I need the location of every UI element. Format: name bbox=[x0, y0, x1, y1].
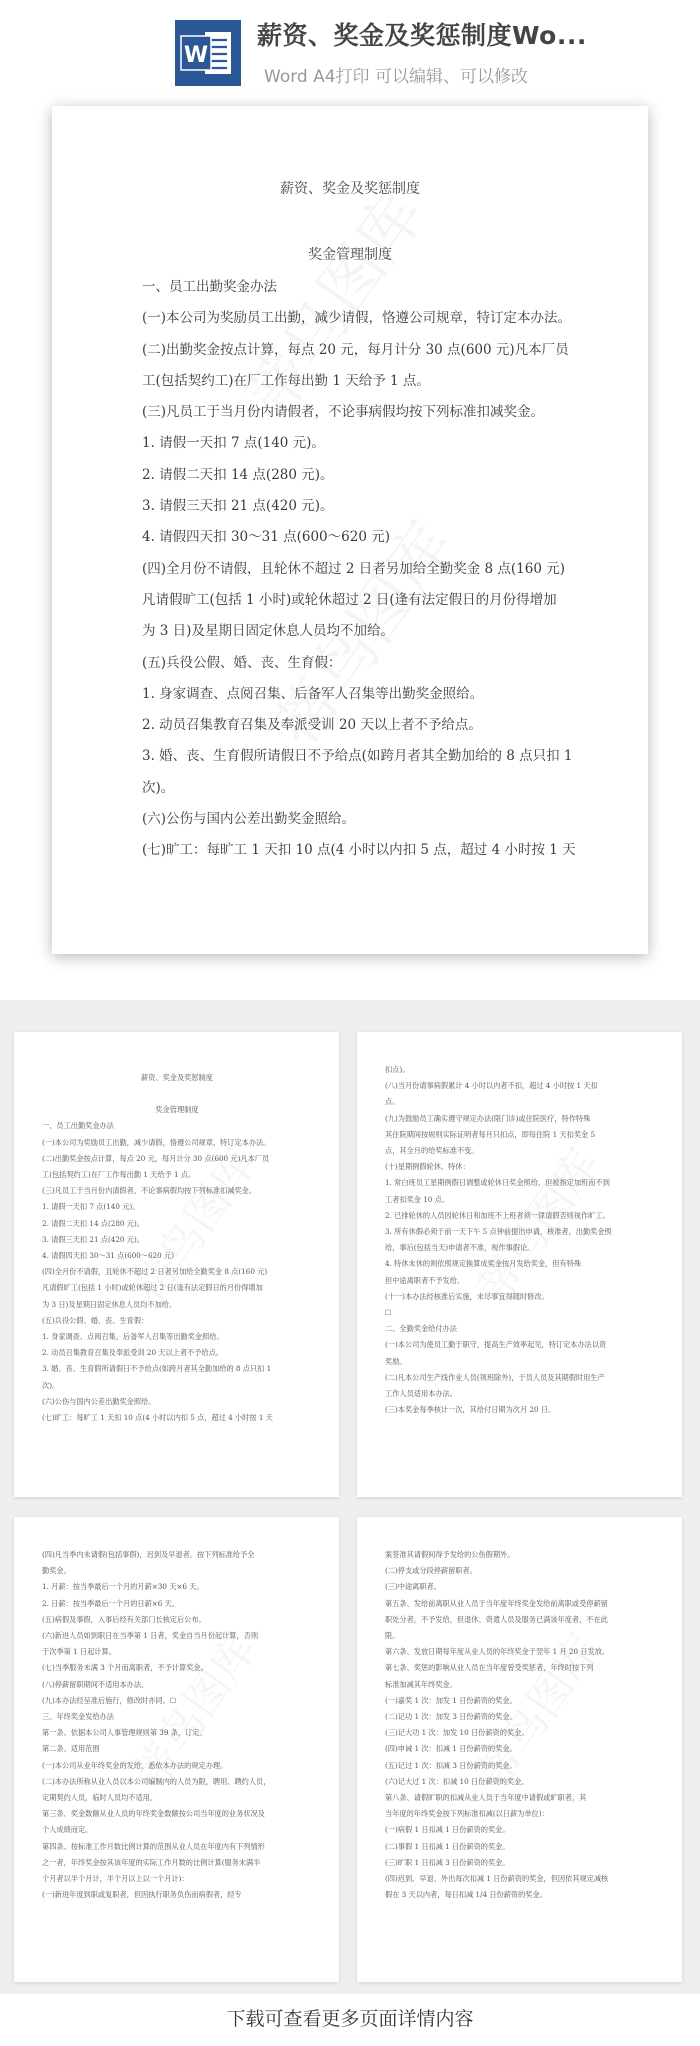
page-title: 薪资、奖金及奖惩制度 bbox=[280, 181, 420, 197]
text-line: 3. 请假三天扣 21 点(420 元)。 bbox=[142, 498, 334, 515]
text-line: (九)为鼓励员工确实遵守规定办法(限门诊)或住院医疗，特作特殊 bbox=[385, 1113, 591, 1123]
text-line: 1. 身家调查、点阅召集、后备军人召集等出勤奖金照给。 bbox=[42, 1332, 224, 1342]
text-line: (七)当季服务未满 3 个月而离职者，不予计算奖金。 bbox=[42, 1663, 208, 1673]
text-line: 凡请假旷工(包括 1 小时)或轮休超过 2 日(逢有法定假日的月份得增加 bbox=[42, 1283, 263, 1293]
text-line: 1. 请假一天扣 7 点(140 元)。 bbox=[142, 435, 325, 452]
text-line: (七)旷工：每旷工 1 天扣 10 点(4 小时以内扣 5 点，超过 4 小时按 1 天 bbox=[42, 1413, 273, 1423]
text-line: 之一者，年终奖金按其该年度的实际工作月数的比例计算(服务未满半 bbox=[42, 1857, 261, 1867]
section-title: 奖金管理制度 bbox=[308, 247, 392, 263]
main-page-preview bbox=[52, 106, 648, 954]
text-line: 2. 已排轮休的人员因轮休日和加班不上班者须一律请假否则视作旷工。 bbox=[385, 1210, 610, 1220]
text-line: (一)本公司为奖励员工出勤，减少请假，恪遵公司规章，特订定本办法。 bbox=[142, 310, 572, 327]
text-line: 2. 动员召集教育召集及奉派受训 20 天以上者不予给点。 bbox=[42, 1348, 223, 1358]
text-line: (八)当月份请事病假累计 4 小时以内者不扣，超过 4 小时按 1 天扣 bbox=[385, 1081, 598, 1091]
text-line: 为 3 日)及星期日固定休息人员均不加给。 bbox=[142, 623, 394, 640]
text-line: (一)新进年度到职或复职者，但因执行职务负伤而病假者，经专 bbox=[42, 1890, 242, 1900]
text-line: (三)记大功 1 次：加发 10 日份薪资的奖金。 bbox=[385, 1728, 529, 1738]
text-line: 第八条、请假旷职的扣减从业人员于当年度中请假或旷职者，其 bbox=[385, 1793, 587, 1803]
word-document-icon bbox=[175, 20, 241, 86]
text-line: 奖励。 bbox=[385, 1356, 407, 1366]
text-line: (六)记大过 1 次：扣减 10 日份薪资的奖金。 bbox=[385, 1776, 529, 1786]
text-line: 凡请假旷工(包括 1 小时)或轮休超过 2 日(逢有法定假日的月份得增加 bbox=[142, 591, 557, 608]
text-line: 1. 请假一天扣 7 点(140 元)。 bbox=[42, 1202, 140, 1212]
text-line: (二)记功 1 次：加发 3 日份薪资的奖金。 bbox=[385, 1712, 517, 1722]
text-line: 第一条、依据本公司人事管理规则第 39 条，订定。 bbox=[42, 1728, 207, 1738]
text-line: (六)新进人员如到职日在当季第 1 日者，奖金自当月份起计算，否则 bbox=[42, 1631, 259, 1641]
text-line: 4. 特休未休的则依照规定换算成奖金按月发给奖金，但有特殊 bbox=[385, 1259, 582, 1269]
text-line: 3. 请假三天扣 21 点(420 元)。 bbox=[42, 1234, 144, 1244]
text-line: (五)病假及事假，入事后经有关部门长核定后公布。 bbox=[42, 1614, 206, 1624]
text-line: (三)凡员工于当月份内请假者，不论事病假均按下列标准扣减奖金。 bbox=[142, 404, 545, 421]
thumbnail-text bbox=[42, 1070, 312, 1426]
text-line: (七)旷工：每旷工 1 天扣 10 点(4 小时以内扣 5 点，超过 4 小时按 1 天 bbox=[142, 842, 576, 859]
text-line: 为 3 日)及星期日固定休息人员均不加给。 bbox=[42, 1299, 177, 1309]
text-line: (一)本公司为使员工勤于职守，提高生产效率起见，特订定本办法以资 bbox=[385, 1340, 607, 1350]
text-line: 1. 身家调查、点阅召集、后备军人召集等出勤奖金照给。 bbox=[142, 685, 484, 702]
text-line: (十一)本办法经核准后实施，未尽事宜得随时修改。 bbox=[385, 1291, 549, 1301]
text-line: 二、全勤奖金给付办法 bbox=[385, 1324, 457, 1334]
page-thumbnail-2[interactable] bbox=[357, 1032, 682, 1497]
text-line: 2. 动员召集教育召集及奉派受训 20 天以上者不予给点。 bbox=[142, 717, 482, 734]
text-line: (二)出勤奖金按点计算，每点 20 元，每月计分 30 点(600 元)凡本厂员 bbox=[42, 1153, 270, 1163]
text-line: 第四条、按标准工作月数比例计算的范围从业人员在年度内有下列情形 bbox=[42, 1841, 265, 1851]
thumbnail-text bbox=[385, 1062, 655, 1418]
text-line: 假在 3 天以内者，每日扣减 1/4 日份薪资的奖金。 bbox=[385, 1890, 547, 1900]
text-line: 3. 所有休假必须于前一天下午 5 点钟前提出申请，核准者，出勤奖金照 bbox=[385, 1227, 612, 1237]
thumbnail-subtitle: 奖金管理制度 bbox=[155, 1105, 199, 1115]
text-line: 当年度的年终奖金按下列标准扣减(以日薪为单位)： bbox=[385, 1809, 549, 1819]
text-line: 3. 婚、丧、生育假所请假日不予给点(如跨月者其全勤加给的 8 点只扣 1 bbox=[142, 748, 573, 765]
text-line: (三)中途离职者。 bbox=[385, 1582, 441, 1592]
text-line: (五)记过 1 次：扣减 3 日份薪资的奖金。 bbox=[385, 1760, 517, 1770]
text-line: (四)凡当季内未请假(包括事假)，迟到及早退者，按下列标准给予全 bbox=[42, 1550, 255, 1559]
text-line: (八)停薪留职期间不适用本办法。 bbox=[42, 1679, 149, 1689]
document-subtitle: Word A4打印 可以编辑、可以修改 bbox=[264, 67, 528, 87]
text-line: (四)全月份不请假，且轮休不超过 2 日者另加给全勤奖金 8 点(160 元) bbox=[142, 560, 565, 577]
text-line: (四)申诫 1 次：扣减 1 日份薪资的奖金。 bbox=[385, 1744, 517, 1754]
text-line: 标准加减其年终奖金。 bbox=[385, 1679, 457, 1689]
text-line: (二)停支或分段停薪留职者。 bbox=[385, 1566, 477, 1576]
header bbox=[0, 0, 700, 96]
text-line: (三)凡员工于当月份内请假者，不论事病假均按下列标准扣减奖金。 bbox=[42, 1186, 257, 1196]
text-line: 第五条、发给前离职从业人员于当年度年终奖金发给前离职或受停薪留 bbox=[385, 1598, 608, 1608]
text-line: 4. 请假四天扣 30～31 点(600～620 元) bbox=[42, 1251, 175, 1261]
text-line: (六)公伤与国内公差出勤奖金照给。 bbox=[42, 1396, 156, 1406]
text-line: (二)事假 1 日扣减 1 日份薪资的奖金。 bbox=[385, 1841, 510, 1851]
text-line: 4. 请假四天扣 30～31 点(600～620 元) bbox=[142, 529, 390, 546]
text-line: 第七条、奖惩的影响从业人员在当年度曾受奖惩者，年终时按下列 bbox=[385, 1663, 594, 1673]
text-line: (一)本公司从业年终奖金的发给，悉依本办法的规定办理。 bbox=[42, 1760, 228, 1770]
text-line: 于次季第 1 日起计算。 bbox=[42, 1647, 116, 1657]
text-line: 第二条、适用范围 bbox=[42, 1744, 100, 1754]
text-line: 定期契约人员，临时人员均不适用。 bbox=[42, 1793, 158, 1803]
text-line: (四)迟到、早退、外出每次扣减 1 日份薪资的奖金，但因依其规定减核 bbox=[385, 1874, 609, 1884]
page-body bbox=[142, 272, 610, 867]
page-thumbnail-1[interactable] bbox=[14, 1032, 339, 1497]
text-line: 3. 婚、丧、生育假所请假日不予给点(如跨月者其全勤加给的 8 点只扣 1 bbox=[42, 1364, 272, 1374]
text-line: 个人成绩而定。 bbox=[42, 1825, 93, 1835]
text-line: 2. 请假二天扣 14 点(280 元)。 bbox=[42, 1218, 144, 1228]
text-line: (三)本奖金每季核计一次，其给付日期为次月 20 日。 bbox=[385, 1405, 556, 1415]
text-line: 其住院期间按规则实际证明者每月只扣点，即每住院 1 天扣奖金 5 bbox=[385, 1129, 596, 1139]
text-line: 扣点)。 bbox=[385, 1065, 410, 1074]
text-line: (六)公伤与国内公差出勤奖金照给。 bbox=[142, 811, 356, 828]
thumbnail-text bbox=[385, 1547, 655, 1903]
text-line: 点，其全月的给奖标准不变。 bbox=[385, 1146, 479, 1156]
text-line: 限。 bbox=[385, 1631, 400, 1641]
text-line: (九)本办法经呈准后施行，修改时亦同。☐ bbox=[42, 1695, 177, 1705]
text-line: (一)本公司为奖励员工出勤，减少请假，恪遵公司规章，特订定本办法。 bbox=[42, 1137, 271, 1147]
text-line: 1. 月薪：按当季最后一个月的月薪×30 天×6 天。 bbox=[42, 1582, 204, 1592]
text-line: 三、年终奖金发给办法 bbox=[42, 1712, 114, 1722]
page-thumbnail-3[interactable] bbox=[14, 1517, 339, 1982]
text-line: 2. 日薪：按当季最后一个月的日薪×6 天。 bbox=[42, 1598, 180, 1608]
checkbox-glyph: ☐ bbox=[385, 1308, 392, 1318]
text-line: (二)出勤奖金按点计算，每点 20 元，每月计分 30 点(600 元)凡本厂员 bbox=[142, 341, 569, 358]
text-line: 工(包括契约工)在厂工作每出勤 1 天给予 1 点。 bbox=[142, 372, 430, 389]
text-line: 一、员工出勤奖金办法 bbox=[142, 279, 277, 295]
text-line: (一)病假 1 日扣减 1 日份薪资的奖金。 bbox=[385, 1825, 510, 1835]
text-line: 点。 bbox=[385, 1097, 400, 1107]
text-line: 次)。 bbox=[42, 1380, 60, 1390]
text-line: 个月者以半个月计，半个月以上以一个月计)： bbox=[42, 1874, 189, 1884]
text-line: 次)。 bbox=[142, 779, 175, 796]
text-line: 1. 常白班员工星期例假日调整或轮休日奖金照给，但被指定加班而不到 bbox=[385, 1178, 610, 1188]
page-thumbnails-area bbox=[0, 1000, 700, 1994]
thumbnail-text bbox=[42, 1547, 312, 1903]
text-line: (一)嘉奖 1 次：加发 1 日份薪资的奖金。 bbox=[385, 1695, 517, 1705]
page-thumbnail-4[interactable] bbox=[357, 1517, 682, 1982]
text-line: 勤奖金。 bbox=[42, 1566, 71, 1576]
text-line: 工(包括契约工)在厂工作每出勤 1 天给予 1 点。 bbox=[42, 1170, 196, 1180]
download-more-link[interactable]: 下载可查看更多页面详情内容 bbox=[226, 2008, 474, 2030]
text-line: 工者扣奖金 10 点。 bbox=[385, 1194, 450, 1204]
thumbnail-title: 薪资、奖金及奖惩制度 bbox=[141, 1073, 213, 1082]
text-line: (二)本办法所称从业人员以本公司编制内的人员为限，聘用、聘约人员， bbox=[42, 1776, 271, 1786]
text-line: 2. 请假二天扣 14 点(280 元)。 bbox=[142, 466, 334, 483]
text-line: (四)全月份不请假，且轮休不超过 2 日者另加给全勤奖金 8 点(160 元) bbox=[42, 1267, 268, 1277]
text-line: 职处分者，不予发给，但退休、资遣人员及服务已满该年度者，不在此 bbox=[385, 1614, 608, 1624]
text-line: (五)兵役公假、婚、丧、生育假： bbox=[42, 1315, 149, 1325]
text-line: 第三条、奖金数额从业人员的年终奖金数额按公司当年度的业务状况及 bbox=[42, 1809, 265, 1819]
text-line: 案签准其请假间得予发给的公伤假期外。 bbox=[385, 1550, 515, 1559]
text-line: 第六条、发放日期每年度从业人员的年终奖金于翌年 1 月 20 日发放。 bbox=[385, 1647, 610, 1657]
text-line: 给，事后(包括当天)申请者不准，视作事假论。 bbox=[385, 1243, 535, 1253]
text-line: (三)旷职 1 日扣减 3 日份薪资的奖金。 bbox=[385, 1857, 510, 1867]
text-line: (二)凡本公司生产线作业人员(领班除外)，于员人员及其期假时用生产 bbox=[385, 1372, 605, 1382]
text-line: 但中途离职者不予发给。 bbox=[385, 1275, 465, 1285]
text-line: 工作人员适用本办法。 bbox=[385, 1389, 457, 1399]
document-title: 薪资、奖金及奖惩制度Wo... bbox=[257, 21, 587, 50]
text-line: 一、员工出勤奖金办法 bbox=[42, 1121, 114, 1131]
text-line: (十)星期例假轮休、特休： bbox=[385, 1162, 470, 1172]
text-line: (五)兵役公假、婚、丧、生育假： bbox=[142, 654, 342, 671]
word-icon-letter: W bbox=[183, 43, 209, 68]
